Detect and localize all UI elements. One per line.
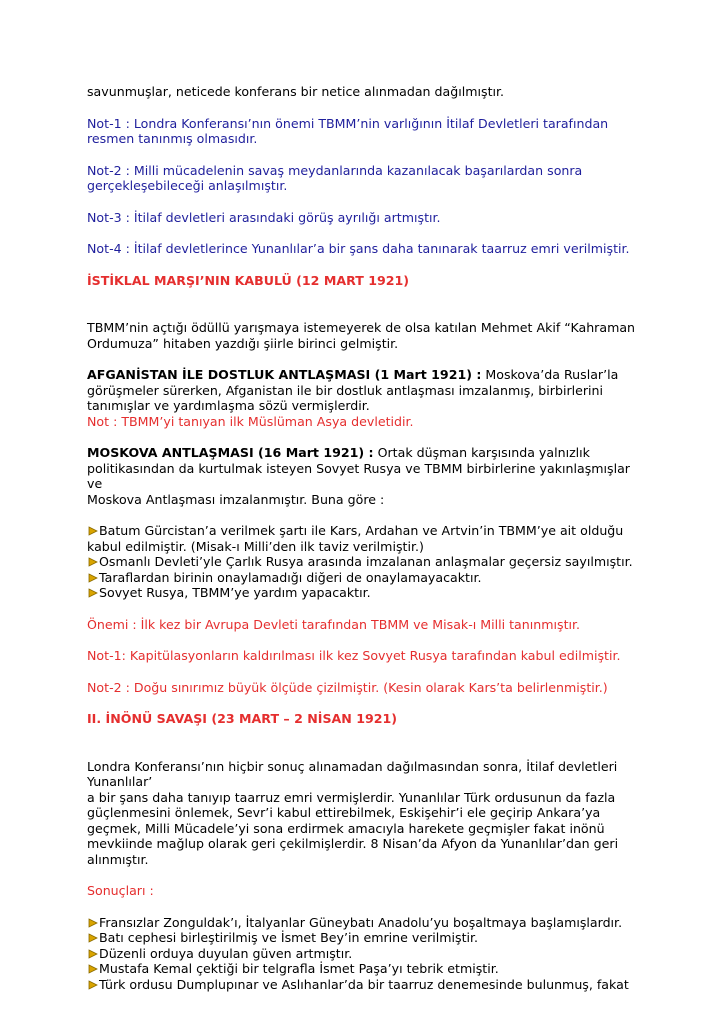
text-line: tanımışlar ve yardımlaşma sözü vermişlerdir. xyxy=(87,398,370,413)
note-line: Not-2 : Doğu sınırımız büyük ölçüde çizilmiştir. (Kesin olarak Kars’ta belirlenmiştir.) xyxy=(87,679,608,695)
section-heading: İSTİKLAL MARŞI’NIN KABULÜ (12 MART 1921) xyxy=(87,272,410,288)
note-line: Not-1: Kapitülasyonların kaldırılması ilk kez Sovyet Rusya tarafından kabul edilmiştir. xyxy=(87,648,621,663)
note-line: Not-3 : İtilaf devletleri arasındaki görüş ayrılığı artmıştır. xyxy=(87,209,441,225)
arrow-bullet-icon xyxy=(88,588,98,598)
list-item: Fransızlar Zonguldak’ı, İtalyanlar Güneybatı Anadolu’yu boşaltmaya başlamışlardır. xyxy=(87,915,647,931)
text-span: Ortak düşman karşısında yalnızlık xyxy=(373,445,590,460)
text-line: a bir şans daha tanıyıp taarruz emri vermişlerdir. Yunanlılar Türk ordusunun da fazla xyxy=(87,789,616,805)
list-item: Osmanlı Devleti’yle Çarlık Rusya arasında imzalanan anlaşmalar geçersiz sayılmıştır. xyxy=(87,554,647,570)
note-line: Not-1 : Londra Konferansı’nın önemi TBMM’nin varlığının İtilaf Devletleri tarafından xyxy=(87,115,609,131)
text-line xyxy=(87,445,647,461)
arrow-bullet-icon xyxy=(88,933,98,943)
arrow-bullet-icon xyxy=(88,949,98,959)
text-line: Yunanlılar’ xyxy=(87,774,153,789)
note-line: Not : TBMM’yi tanıyan ilk Müslüman Asya devletidir. xyxy=(87,413,414,429)
section-heading: II. İNÖNÜ SAVAŞI (23 MART – 2 NİSAN 1921) xyxy=(87,711,398,726)
treaty-heading: MOSKOVA ANTLAŞMASI (16 Mart 1921) : xyxy=(87,445,374,460)
text-line: geçmek, Milli Mücadele’yi sona erdirmek amacıyla harekete geçmişler fakat inönü xyxy=(87,820,605,836)
note-line: resmen tanınmış olmasıdır. xyxy=(87,131,258,146)
text-line: TBMM’nin açtığı ödüllü yarışmaya istemeyerek de olsa katılan Mehmet Akif “Kahraman xyxy=(87,320,636,335)
note-line: gerçekleşebileceği anlaşılmıştır. xyxy=(87,178,288,193)
list-item: Mustafa Kemal çektiği bir telgrafla İsmet Paşa’yı tebrik etmiştir. xyxy=(87,961,647,977)
text-line: mevkiinde mağlup olarak geri çekilmişlerdir. 8 Nisan’da Afyon da Yunanlılar’dan geri xyxy=(87,836,619,851)
list-item: Batum Gürcistan’a verilmek şartı ile Kars, Ardahan ve Artvin’in TBMM’ye ait olduğu xyxy=(87,523,647,539)
list-item: Batı cephesi birleştirilmiş ve İsmet Bey’in emrine verilmiştir. xyxy=(87,930,647,946)
text-line: Moskova Antlaşması imzalanmıştır. Buna göre : xyxy=(87,491,385,507)
text-line: savunmuşlar, neticede konferans bir netice alınmadan dağılmıştır. xyxy=(87,84,505,99)
document-body xyxy=(87,84,647,992)
note-line: Not-4 : İtilaf devletlerince Yunanlılar’a bir şans daha tanınarak taarruz emri verilmiştir. xyxy=(87,241,630,256)
text-line: güçlenmesini önlemek, Sevr’i kabul ettirebilmek, Eskişehir’i ele geçirip Ankara’ya xyxy=(87,805,601,820)
text-span: Moskova’da Ruslar’la xyxy=(481,367,619,382)
arrow-bullet-icon xyxy=(88,964,98,974)
text-line: Londra Konferansı’nın hiçbir sonuç alınamadan dağılmasından sonra, İtilaf devletleri xyxy=(87,758,618,774)
list-item: Sovyet Rusya, TBMM’ye yardım yapacaktır. xyxy=(87,585,647,601)
list-item: Taraflardan birinin onaylamadığı diğeri de onaylamayacaktır. xyxy=(87,570,647,586)
text-line xyxy=(87,367,647,383)
arrow-bullet-icon xyxy=(88,573,98,583)
text-line: politikasından da kurtulmak isteyen Sovyet Rusya ve TBMM birbirlerine yakınlaşmışlar ve xyxy=(87,460,630,491)
text-line: kabul edilmiştir. (Misak-ı Milli’den ilk taviz verilmiştir.) xyxy=(87,538,424,554)
list-item: Düzenli orduya duyulan güven artmıştır. xyxy=(87,946,647,962)
text-line: alınmıştır. xyxy=(87,851,149,867)
treaty-heading: AFGANİSTAN İLE DOSTLUK ANTLAŞMASI (1 Mart 1921) : xyxy=(87,367,482,382)
section-subheading: Sonuçları : xyxy=(87,883,154,898)
arrow-bullet-icon xyxy=(88,526,98,536)
text-line: görüşmeler sürerken, Afganistan ile bir dostluk antlaşması imzalanmış, birbirlerini xyxy=(87,382,604,398)
text-line: Ordumuza” hitaben yazdığı şiirle birinci gelmiştir. xyxy=(87,335,399,351)
note-line: Not-2 : Milli mücadelenin savaş meydanlarında kazanılacak başarılardan sonra xyxy=(87,162,583,178)
arrow-bullet-icon xyxy=(88,557,98,567)
note-line: Önemi : İlk kez bir Avrupa Devleti tarafından TBMM ve Misak-ı Milli tanınmıştır. xyxy=(87,616,581,632)
arrow-bullet-icon xyxy=(88,918,98,928)
arrow-bullet-icon xyxy=(88,980,98,990)
list-item: Türk ordusu Dumplupınar ve Aslıhanlar’da bir taarruz denemesinde bulunmuş, fakat xyxy=(87,977,647,993)
